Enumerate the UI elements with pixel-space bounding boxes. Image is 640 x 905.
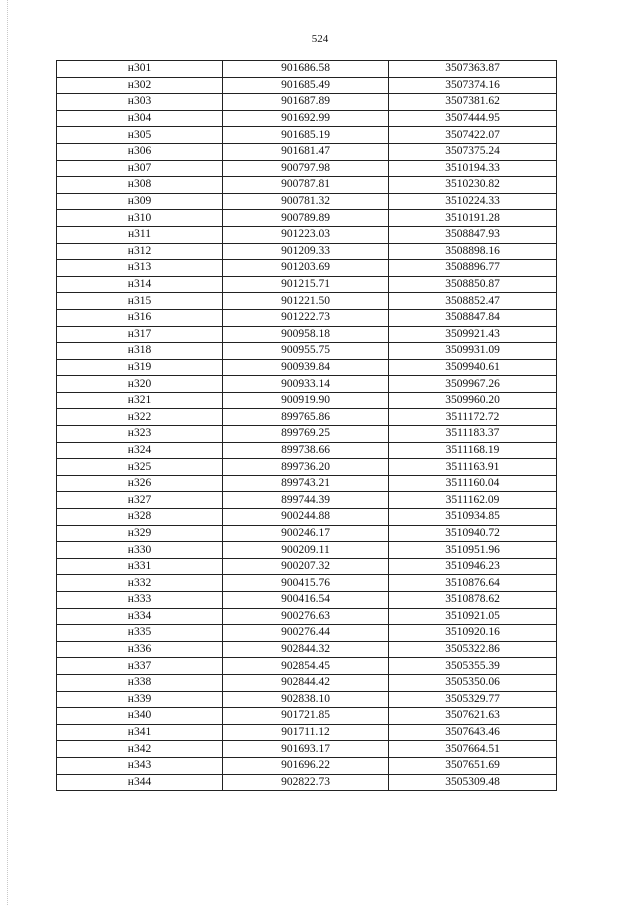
point-id-cell: н326 xyxy=(57,475,223,492)
point-id-cell: н342 xyxy=(57,741,223,758)
x-coordinate-cell: 901215.71 xyxy=(223,276,389,293)
y-coordinate-cell: 3509967.26 xyxy=(389,376,557,393)
point-id-cell: н327 xyxy=(57,492,223,509)
table-row xyxy=(57,309,557,326)
point-id-cell: н338 xyxy=(57,674,223,691)
table-row xyxy=(57,376,557,393)
point-id-cell: н331 xyxy=(57,558,223,575)
x-coordinate-cell: 901209.33 xyxy=(223,243,389,260)
x-coordinate-cell: 899744.39 xyxy=(223,492,389,509)
table-row xyxy=(57,226,557,243)
table-row xyxy=(57,160,557,177)
y-coordinate-cell: 3510194.33 xyxy=(389,160,557,177)
x-coordinate-cell: 900276.44 xyxy=(223,625,389,642)
y-coordinate-cell: 3508847.93 xyxy=(389,226,557,243)
x-coordinate-cell: 900919.90 xyxy=(223,392,389,409)
table-row xyxy=(57,708,557,725)
x-coordinate-cell: 901223.03 xyxy=(223,226,389,243)
point-id-cell: н316 xyxy=(57,309,223,326)
y-coordinate-cell: 3507375.24 xyxy=(389,143,557,160)
x-coordinate-cell: 899769.25 xyxy=(223,426,389,443)
point-id-cell: н343 xyxy=(57,757,223,774)
y-coordinate-cell: 3511168.19 xyxy=(389,442,557,459)
point-id-cell: н304 xyxy=(57,110,223,127)
x-coordinate-cell: 900416.54 xyxy=(223,592,389,609)
x-coordinate-cell: 900781.32 xyxy=(223,193,389,210)
x-coordinate-cell: 900207.32 xyxy=(223,558,389,575)
y-coordinate-cell: 3505355.39 xyxy=(389,658,557,675)
point-id-cell: н341 xyxy=(57,724,223,741)
y-coordinate-cell: 3510920.16 xyxy=(389,625,557,642)
point-id-cell: н320 xyxy=(57,376,223,393)
y-coordinate-cell: 3511163.91 xyxy=(389,459,557,476)
y-coordinate-cell: 3507444.95 xyxy=(389,110,557,127)
y-coordinate-cell: 3509921.43 xyxy=(389,326,557,343)
y-coordinate-cell: 3507643.46 xyxy=(389,724,557,741)
y-coordinate-cell: 3509960.20 xyxy=(389,392,557,409)
point-id-cell: н319 xyxy=(57,359,223,376)
y-coordinate-cell: 3508896.77 xyxy=(389,260,557,277)
y-coordinate-cell: 3511162.09 xyxy=(389,492,557,509)
x-coordinate-cell: 901687.89 xyxy=(223,94,389,111)
table-row xyxy=(57,442,557,459)
point-id-cell: н325 xyxy=(57,459,223,476)
point-id-cell: н312 xyxy=(57,243,223,260)
x-coordinate-cell: 900246.17 xyxy=(223,525,389,542)
x-coordinate-cell: 900209.11 xyxy=(223,542,389,559)
point-id-cell: н314 xyxy=(57,276,223,293)
table-row xyxy=(57,525,557,542)
y-coordinate-cell: 3507621.63 xyxy=(389,708,557,725)
point-id-cell: н329 xyxy=(57,525,223,542)
x-coordinate-cell: 901221.50 xyxy=(223,293,389,310)
point-id-cell: н308 xyxy=(57,177,223,194)
table-row xyxy=(57,127,557,144)
x-coordinate-cell: 901693.17 xyxy=(223,741,389,758)
table-row xyxy=(57,61,557,78)
y-coordinate-cell: 3507664.51 xyxy=(389,741,557,758)
table-row xyxy=(57,658,557,675)
point-id-cell: н302 xyxy=(57,77,223,94)
y-coordinate-cell: 3510946.23 xyxy=(389,558,557,575)
y-coordinate-cell: 3508898.16 xyxy=(389,243,557,260)
x-coordinate-cell: 900939.84 xyxy=(223,359,389,376)
x-coordinate-cell: 901203.69 xyxy=(223,260,389,277)
table-row xyxy=(57,641,557,658)
x-coordinate-cell: 901721.85 xyxy=(223,708,389,725)
point-id-cell: н305 xyxy=(57,127,223,144)
x-coordinate-cell: 902838.10 xyxy=(223,691,389,708)
table-row xyxy=(57,77,557,94)
table-row xyxy=(57,459,557,476)
x-coordinate-cell: 900797.98 xyxy=(223,160,389,177)
x-coordinate-cell: 901681.47 xyxy=(223,143,389,160)
table-row xyxy=(57,757,557,774)
y-coordinate-cell: 3505350.06 xyxy=(389,674,557,691)
y-coordinate-cell: 3510951.96 xyxy=(389,542,557,559)
point-id-cell: н334 xyxy=(57,608,223,625)
x-coordinate-cell: 901692.99 xyxy=(223,110,389,127)
y-coordinate-cell: 3511183.37 xyxy=(389,426,557,443)
y-coordinate-cell: 3508850.87 xyxy=(389,276,557,293)
table-row xyxy=(57,177,557,194)
point-id-cell: н344 xyxy=(57,774,223,791)
point-id-cell: н336 xyxy=(57,641,223,658)
point-id-cell: н324 xyxy=(57,442,223,459)
x-coordinate-cell: 902844.42 xyxy=(223,674,389,691)
y-coordinate-cell: 3509940.61 xyxy=(389,359,557,376)
table-row xyxy=(57,210,557,227)
x-coordinate-cell: 902854.45 xyxy=(223,658,389,675)
table-row xyxy=(57,575,557,592)
x-coordinate-cell: 900787.81 xyxy=(223,177,389,194)
point-id-cell: н301 xyxy=(57,61,223,78)
table-row xyxy=(57,243,557,260)
table-row xyxy=(57,293,557,310)
y-coordinate-cell: 3510876.64 xyxy=(389,575,557,592)
y-coordinate-cell: 3508847.84 xyxy=(389,309,557,326)
x-coordinate-cell: 901686.58 xyxy=(223,61,389,78)
y-coordinate-cell: 3511172.72 xyxy=(389,409,557,426)
x-coordinate-cell: 900244.88 xyxy=(223,509,389,526)
coordinates-table xyxy=(56,60,557,791)
y-coordinate-cell: 3510934.85 xyxy=(389,509,557,526)
x-coordinate-cell: 900958.18 xyxy=(223,326,389,343)
scan-edge-line xyxy=(7,0,9,905)
y-coordinate-cell: 3508852.47 xyxy=(389,293,557,310)
x-coordinate-cell: 899738.66 xyxy=(223,442,389,459)
point-id-cell: н310 xyxy=(57,210,223,227)
x-coordinate-cell: 901685.49 xyxy=(223,77,389,94)
point-id-cell: н328 xyxy=(57,509,223,526)
y-coordinate-cell: 3507422.07 xyxy=(389,127,557,144)
table-row xyxy=(57,774,557,791)
y-coordinate-cell: 3510191.28 xyxy=(389,210,557,227)
x-coordinate-cell: 901222.73 xyxy=(223,309,389,326)
table-row xyxy=(57,608,557,625)
y-coordinate-cell: 3505329.77 xyxy=(389,691,557,708)
point-id-cell: н333 xyxy=(57,592,223,609)
point-id-cell: н332 xyxy=(57,575,223,592)
point-id-cell: н315 xyxy=(57,293,223,310)
point-id-cell: н303 xyxy=(57,94,223,111)
y-coordinate-cell: 3510224.33 xyxy=(389,193,557,210)
point-id-cell: н323 xyxy=(57,426,223,443)
table-row xyxy=(57,359,557,376)
table-row xyxy=(57,542,557,559)
y-coordinate-cell: 3510230.82 xyxy=(389,177,557,194)
table-row xyxy=(57,625,557,642)
table-row xyxy=(57,326,557,343)
table-row xyxy=(57,724,557,741)
y-coordinate-cell: 3510921.05 xyxy=(389,608,557,625)
table-row xyxy=(57,592,557,609)
x-coordinate-cell: 899743.21 xyxy=(223,475,389,492)
x-coordinate-cell: 899765.86 xyxy=(223,409,389,426)
table-row xyxy=(57,509,557,526)
x-coordinate-cell: 900415.76 xyxy=(223,575,389,592)
table-row xyxy=(57,343,557,360)
point-id-cell: н318 xyxy=(57,343,223,360)
table-row xyxy=(57,691,557,708)
table-row xyxy=(57,143,557,160)
point-id-cell: н317 xyxy=(57,326,223,343)
table-row xyxy=(57,426,557,443)
y-coordinate-cell: 3507374.16 xyxy=(389,77,557,94)
x-coordinate-cell: 900276.63 xyxy=(223,608,389,625)
y-coordinate-cell: 3509931.09 xyxy=(389,343,557,360)
x-coordinate-cell: 902844.32 xyxy=(223,641,389,658)
y-coordinate-cell: 3505309.48 xyxy=(389,774,557,791)
table-row xyxy=(57,741,557,758)
table-row xyxy=(57,110,557,127)
y-coordinate-cell: 3511160.04 xyxy=(389,475,557,492)
x-coordinate-cell: 901711.12 xyxy=(223,724,389,741)
point-id-cell: н313 xyxy=(57,260,223,277)
x-coordinate-cell: 899736.20 xyxy=(223,459,389,476)
point-id-cell: н321 xyxy=(57,392,223,409)
point-id-cell: н339 xyxy=(57,691,223,708)
point-id-cell: н306 xyxy=(57,143,223,160)
y-coordinate-cell: 3510878.62 xyxy=(389,592,557,609)
table-row xyxy=(57,558,557,575)
point-id-cell: н307 xyxy=(57,160,223,177)
table-row xyxy=(57,475,557,492)
point-id-cell: н309 xyxy=(57,193,223,210)
x-coordinate-cell: 901685.19 xyxy=(223,127,389,144)
table-row xyxy=(57,276,557,293)
x-coordinate-cell: 900955.75 xyxy=(223,343,389,360)
table-row xyxy=(57,260,557,277)
page-number: 524 xyxy=(311,33,329,45)
point-id-cell: н311 xyxy=(57,226,223,243)
table-row xyxy=(57,674,557,691)
y-coordinate-cell: 3510940.72 xyxy=(389,525,557,542)
y-coordinate-cell: 3507381.62 xyxy=(389,94,557,111)
x-coordinate-cell: 901696.22 xyxy=(223,757,389,774)
point-id-cell: н322 xyxy=(57,409,223,426)
x-coordinate-cell: 902822.73 xyxy=(223,774,389,791)
table-row xyxy=(57,193,557,210)
point-id-cell: н337 xyxy=(57,658,223,675)
table-row xyxy=(57,409,557,426)
y-coordinate-cell: 3507651.69 xyxy=(389,757,557,774)
table-row xyxy=(57,94,557,111)
point-id-cell: н335 xyxy=(57,625,223,642)
point-id-cell: н340 xyxy=(57,708,223,725)
table-row xyxy=(57,392,557,409)
coordinates-table-body xyxy=(57,61,557,791)
table-row xyxy=(57,492,557,509)
x-coordinate-cell: 900933.14 xyxy=(223,376,389,393)
x-coordinate-cell: 900789.89 xyxy=(223,210,389,227)
y-coordinate-cell: 3505322.86 xyxy=(389,641,557,658)
y-coordinate-cell: 3507363.87 xyxy=(389,61,557,78)
point-id-cell: н330 xyxy=(57,542,223,559)
